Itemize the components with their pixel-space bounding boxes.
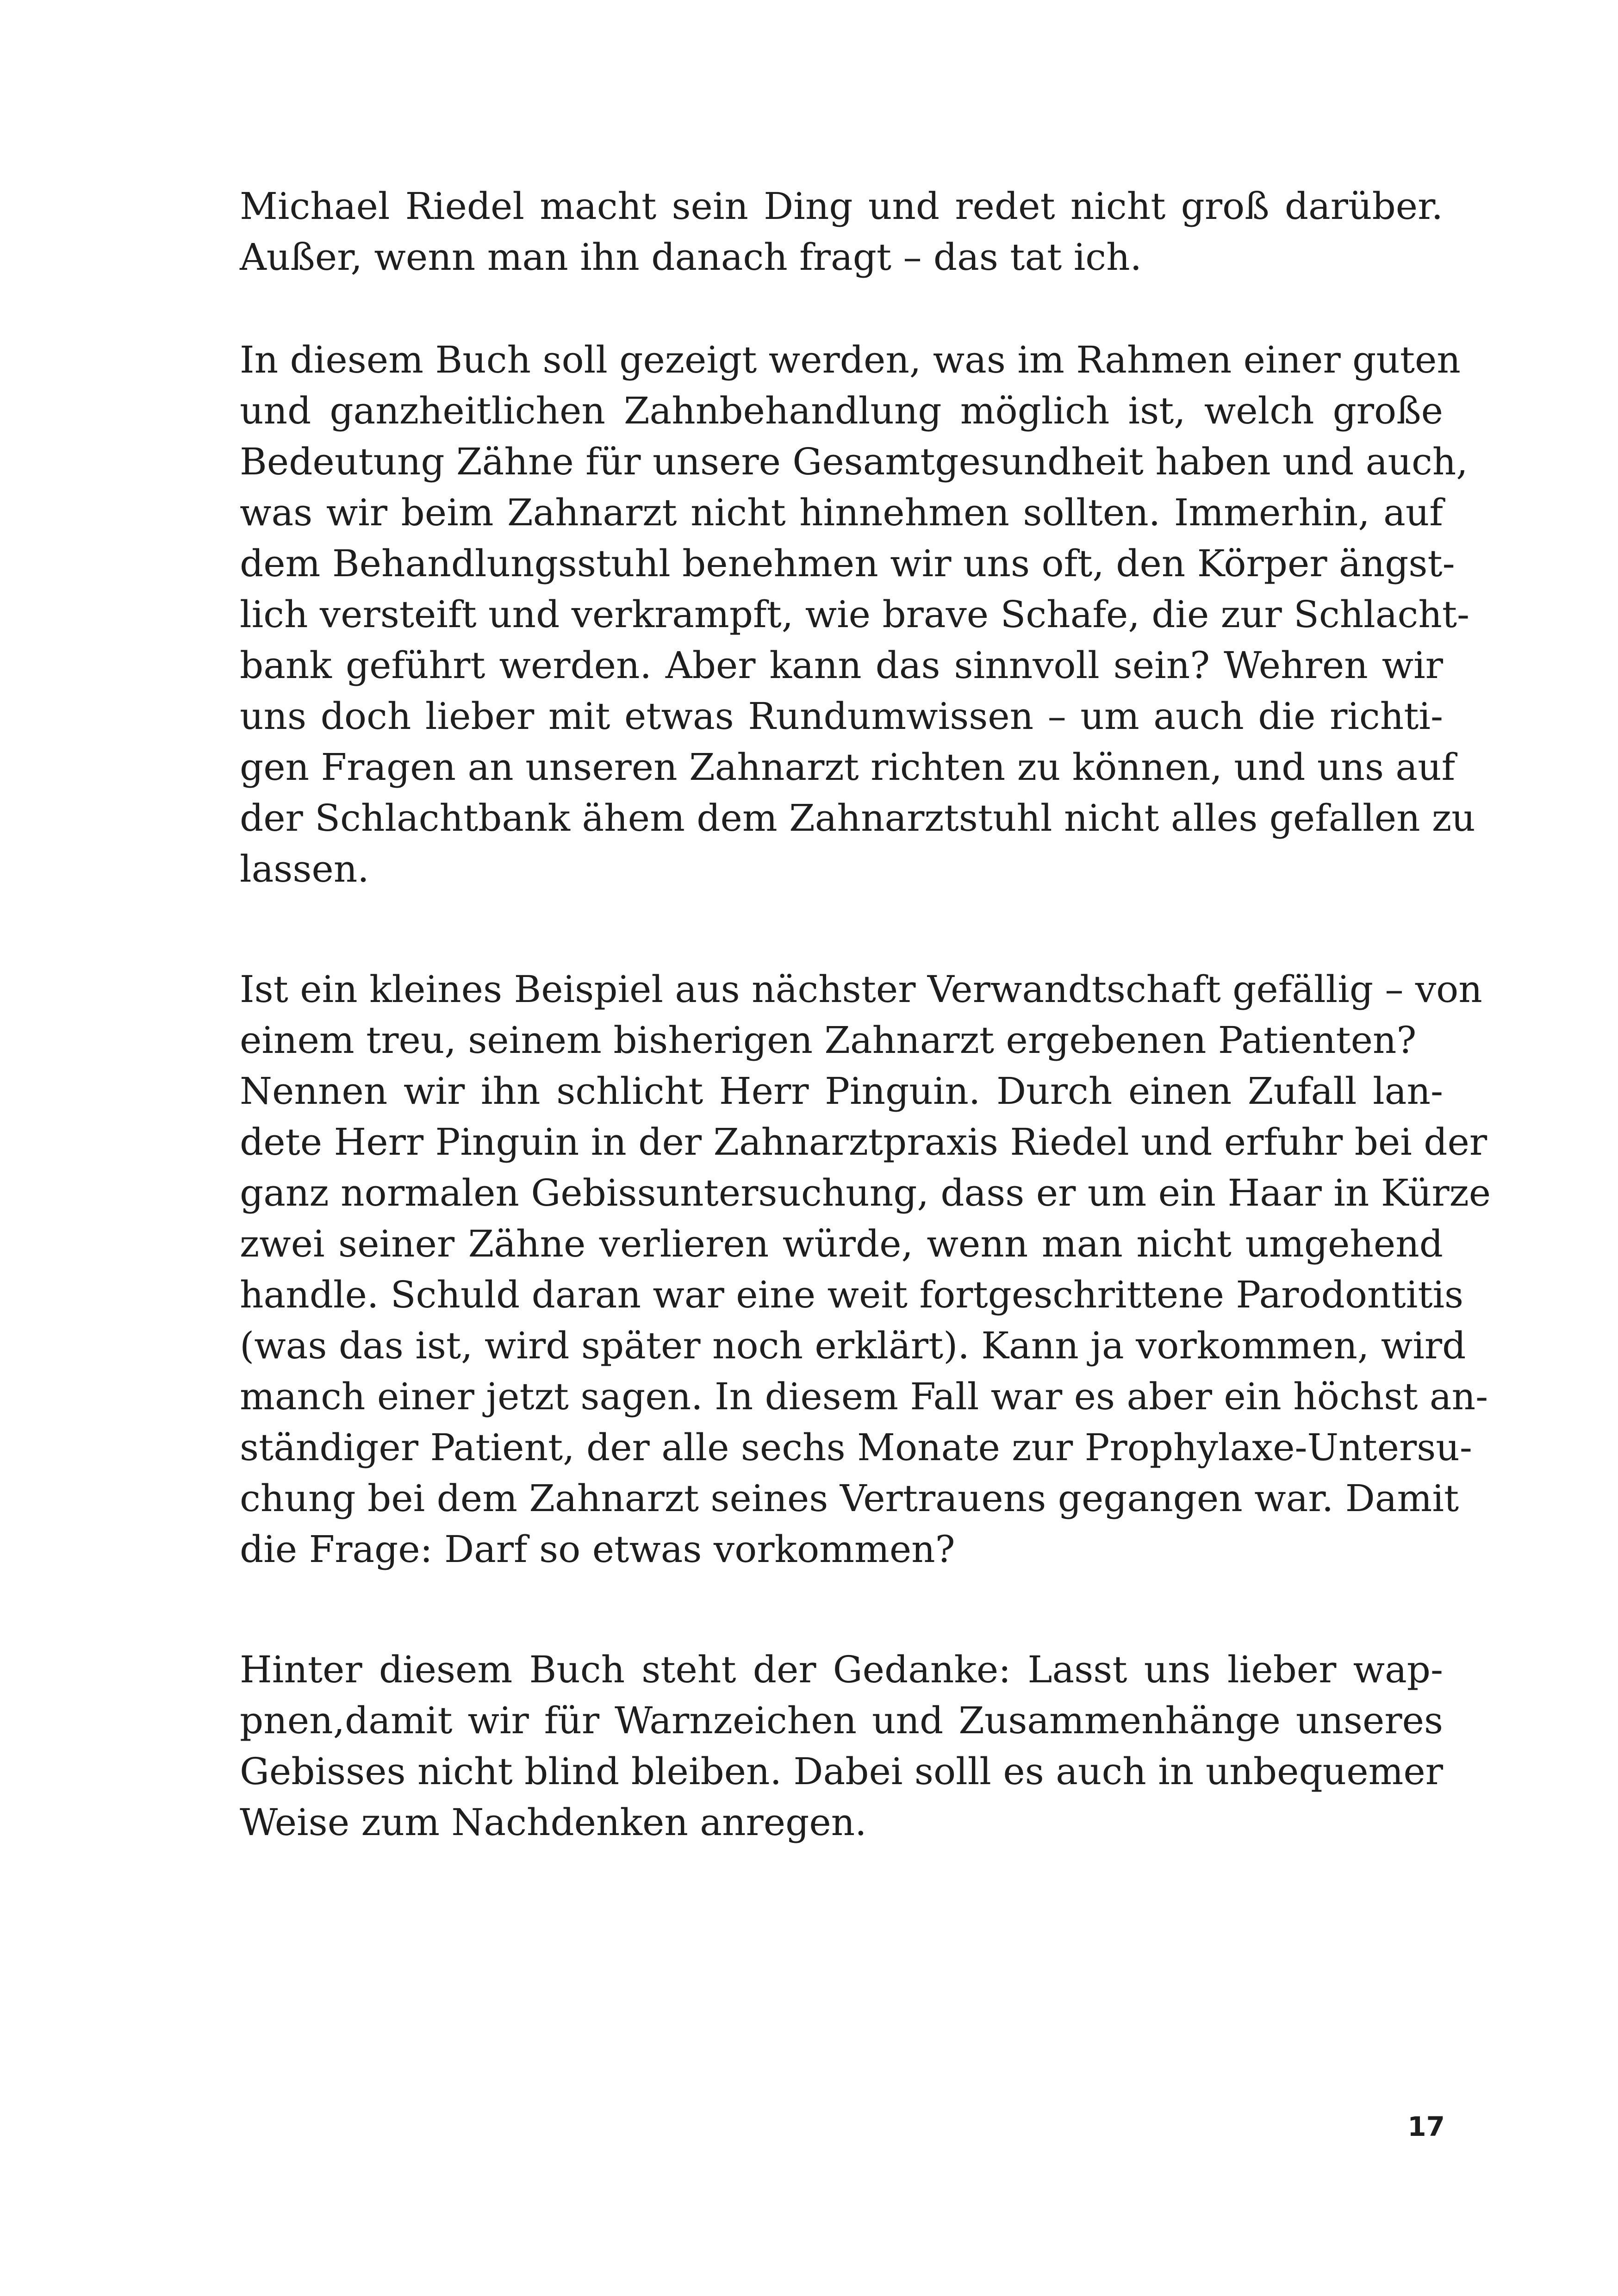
text-line: Bedeutung Zähne für unsere Gesamtgesundheit haben und auch, xyxy=(240,440,1468,483)
text-line: Michael Riedel macht sein Ding und redet nicht groß darüber. xyxy=(240,185,1443,228)
text-line: Ist ein kleines Beispiel aus nächster Verwandtschaft gefällig – von xyxy=(240,968,1482,1011)
text-line: Hinter diesem Buch steht der Gedanke: Lasst uns lieber wap- xyxy=(240,1648,1443,1691)
text-line: Außer, wenn man ihn danach fragt – das tat ich. xyxy=(240,236,1142,279)
text-line: Weise zum Nachdenken anregen. xyxy=(240,1801,867,1844)
text-line: bank geführt werden. Aber kann das sinnvoll sein? Wehren wir xyxy=(240,644,1443,687)
text-line: einem treu, seinem bisherigen Zahnarzt ergebenen Patienten? xyxy=(240,1019,1417,1062)
text-line: chung bei dem Zahnarzt seines Vertrauens gegangen war. Damit xyxy=(240,1477,1459,1520)
text-line: und ganzheitlichen Zahnbehandlung möglich ist, welch große xyxy=(240,389,1443,432)
text-line: was wir beim Zahnarzt nicht hinnehmen sollten. Immerhin, auf xyxy=(240,491,1443,534)
text-line: der Schlachtbank ähem dem Zahnarztstuhl nicht alles gefallen zu xyxy=(240,796,1475,840)
paragraph-book-purpose xyxy=(240,335,1475,895)
text-line: lich versteift und verkrampft, wie brave Schafe, die zur Schlacht- xyxy=(240,593,1470,636)
text-line: uns doch lieber mit etwas Rundumwissen – um auch die richti- xyxy=(240,695,1443,738)
text-line: dem Behandlungsstuhl benehmen wir uns oft, den Körper ängst- xyxy=(240,542,1455,585)
text-line: (was das ist, wird später noch erklärt). Kann ja vorkommen, wird xyxy=(240,1324,1466,1367)
text-line: pnen,damit wir für Warnzeichen und Zusammenhänge unseres xyxy=(240,1699,1443,1742)
text-line: ganz normalen Gebissuntersuchung, dass er um ein Haar in Kürze xyxy=(240,1171,1491,1214)
paragraph-intro xyxy=(240,181,1443,283)
text-line: zwei seiner Zähne verlieren würde, wenn man nicht umgehend xyxy=(240,1222,1443,1265)
text-line: Nennen wir ihn schlicht Herr Pinguin. Durch einen Zufall lan- xyxy=(240,1070,1443,1113)
text-line: lassen. xyxy=(240,847,369,890)
text-line: In diesem Buch soll gezeigt werden, was im Rahmen einer guten xyxy=(240,338,1461,381)
text-line: gen Fragen an unseren Zahnarzt richten zu können, und uns auf xyxy=(240,746,1456,789)
text-line: Gebisses nicht blind bleiben. Dabei solll es auch in unbequemer xyxy=(240,1750,1443,1793)
text-line: ständiger Patient, der alle sechs Monate zur Prophylaxe-Untersu- xyxy=(240,1426,1472,1469)
paragraph-conclusion xyxy=(240,1644,1443,1848)
text-line: die Frage: Darf so etwas vorkommen? xyxy=(240,1528,955,1571)
text-line: manch einer jetzt sagen. In diesem Fall war es aber ein höchst an- xyxy=(240,1375,1488,1418)
text-line: handle. Schuld daran war eine weit fortgeschrittene Parodontitis xyxy=(240,1273,1464,1316)
paragraph-example xyxy=(240,964,1491,1575)
text-line: dete Herr Pinguin in der Zahnarztpraxis Riedel und erfuhr bei der xyxy=(240,1120,1487,1164)
page-number: 17 xyxy=(1407,2111,1445,2142)
